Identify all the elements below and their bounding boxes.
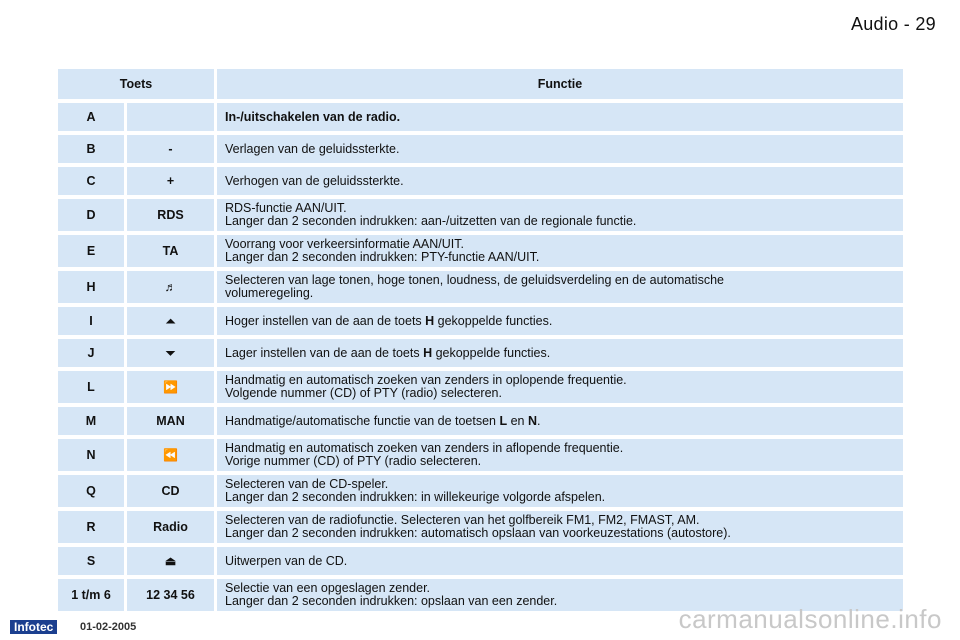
function-line-1: Handmatig en automatisch zoeken van zenders in aflopende frequentie. [225, 441, 624, 455]
key-cell: L [58, 371, 127, 403]
function-line-1: Selectie van een opgeslagen zender. [225, 581, 431, 595]
key-ref: L [499, 413, 508, 428]
function-line-1: Selecteren van lage tonen, hoge tonen, loudness, de geluidsverdeling en de automatische [225, 273, 724, 287]
arrow-down-icon: ⏷ [165, 346, 176, 360]
table-row [58, 307, 903, 335]
key-cell: M [58, 407, 127, 435]
key-cell: R [58, 511, 127, 543]
symbol-cell: Radio [127, 511, 217, 543]
function-cell [217, 371, 903, 403]
table-row [58, 439, 903, 471]
function-text: en [507, 413, 528, 428]
table-row [58, 511, 903, 543]
symbol-cell: + [127, 167, 217, 195]
page-title: Audio - 29 [850, 14, 936, 34]
function-text: In-/uitschakelen van de radio. [225, 109, 401, 124]
function-line-2: Langer dan 2 seconden indrukken: opslaan van een zender. [225, 594, 558, 608]
key-cell: S [58, 547, 127, 575]
rewind-icon: ⏪ [163, 448, 178, 462]
key-ref: H [423, 345, 433, 360]
function-text: Verlagen van de geluidssterkte. [225, 141, 400, 156]
symbol-cell [127, 339, 217, 367]
function-line-2: Volgende nummer (CD) of PTY (radio) selecteren. [225, 386, 502, 400]
table-row [58, 371, 903, 403]
function-text: gekoppelde functies. [434, 313, 553, 328]
key-ref: N [527, 413, 538, 428]
infotec-logo: Infotec [10, 620, 57, 634]
function-line-2: Langer dan 2 seconden indrukken: in willekeurige volgorde afspelen. [225, 490, 606, 504]
function-line-2: Langer dan 2 seconden indrukken: PTY-functie AAN/UIT. [225, 250, 540, 264]
function-cell [217, 511, 903, 543]
key-cell: H [58, 271, 127, 303]
function-cell [217, 271, 903, 303]
key-cell: E [58, 235, 127, 267]
table-row [58, 235, 903, 267]
symbol-cell [127, 371, 217, 403]
symbol-cell [127, 547, 217, 575]
function-cell [217, 307, 903, 335]
function-line-1: Handmatig en automatisch zoeken van zenders in oplopende frequentie. [225, 373, 627, 387]
symbol-cell [127, 307, 217, 335]
music-note-icon: ♬ [164, 280, 177, 294]
symbol-cell: TA [127, 235, 217, 267]
function-cell [217, 199, 903, 231]
key-cell: I [58, 307, 127, 335]
header-key: Toets [58, 69, 217, 99]
function-line-2: Langer dan 2 seconden indrukken: automatisch opslaan van voorkeuzestations (autostore). [225, 526, 731, 540]
function-cell [217, 135, 903, 163]
footer-date: 01-02-2005 [80, 621, 137, 633]
key-cell: B [58, 135, 127, 163]
table-row [58, 103, 903, 131]
function-text: Uitwerpen van de CD. [225, 553, 348, 568]
function-cell [217, 339, 903, 367]
function-cell [217, 235, 903, 267]
function-cell [217, 547, 903, 575]
key-ref: H [425, 313, 435, 328]
table-row [58, 271, 903, 303]
key-cell: A [58, 103, 127, 131]
symbol-cell: MAN [127, 407, 217, 435]
function-line-1: Voorrang voor verkeersinformatie AAN/UIT. [225, 237, 464, 251]
key-cell: N [58, 439, 127, 471]
function-text: Hoger instellen van de aan de toets [225, 313, 426, 328]
symbol-cell: RDS [127, 199, 217, 231]
function-text: Handmatige/automatische functie van de toetsen [225, 413, 500, 428]
header-function: Functie [217, 69, 903, 99]
table-row [58, 135, 903, 163]
function-text: gekoppelde functies. [432, 345, 551, 360]
table-row [58, 407, 903, 435]
key-cell: J [58, 339, 127, 367]
key-cell: 1 t/m 6 [58, 579, 127, 611]
eject-icon: ⏏ [164, 554, 177, 568]
symbol-cell [127, 103, 217, 131]
function-line-1: RDS-functie AAN/UIT. [225, 201, 347, 215]
table-row [58, 475, 903, 507]
symbol-cell: 12 34 56 [127, 579, 217, 611]
symbol-cell [127, 439, 217, 471]
table-row [58, 199, 903, 231]
function-line-2: Vorige nummer (CD) of PTY (radio selecteren. [225, 454, 482, 468]
function-line-2: Langer dan 2 seconden indrukken: aan-/uitzetten van de regionale functie. [225, 214, 637, 228]
function-cell [217, 439, 903, 471]
function-cell [217, 167, 903, 195]
table-row [58, 547, 903, 575]
key-cell: C [58, 167, 127, 195]
table-row [58, 339, 903, 367]
fast-forward-icon: ⏩ [163, 380, 178, 394]
function-line-2: volumeregeling. [225, 286, 314, 300]
function-text: Lager instellen van de aan de toets [225, 345, 424, 360]
function-text: Verhogen van de geluidssterkte. [225, 173, 404, 188]
symbol-cell: CD [127, 475, 217, 507]
function-cell [217, 407, 903, 435]
function-line-1: Selecteren van de CD-speler. [225, 477, 389, 491]
table-header-row [58, 69, 903, 99]
function-cell [217, 103, 903, 131]
function-line-1: Selecteren van de radiofunctie. Selecteren van het golfbereik FM1, FM2, FMAST, AM. [225, 513, 700, 527]
arrow-up-icon: ⏶ [165, 314, 176, 328]
function-cell [217, 475, 903, 507]
watermark: carmanualsonline.info [678, 604, 942, 634]
key-cell: Q [58, 475, 127, 507]
symbol-cell [127, 271, 217, 303]
function-table [58, 69, 903, 615]
function-text: . [537, 413, 541, 428]
table-row [58, 167, 903, 195]
key-cell: D [58, 199, 127, 231]
symbol-cell: - [127, 135, 217, 163]
